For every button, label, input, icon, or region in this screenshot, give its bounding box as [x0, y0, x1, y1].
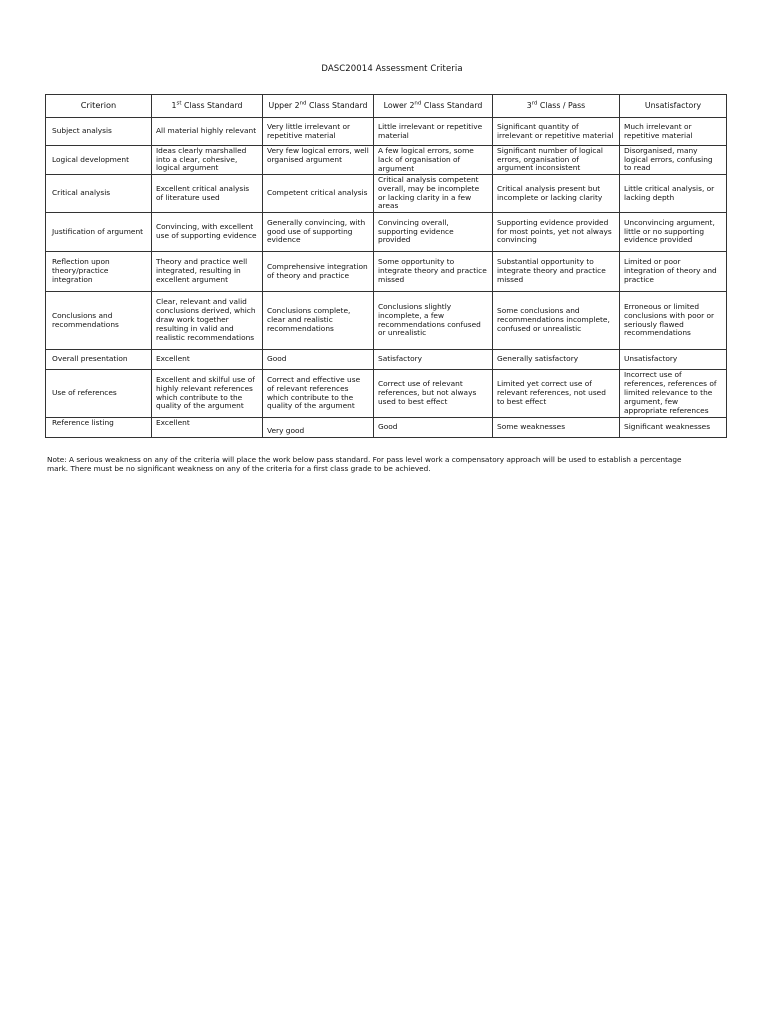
table-row [46, 146, 727, 175]
lower-second-cell: Some opportunity to integrate theory and practice missed [374, 252, 493, 292]
unsatisfactory-cell: Much irrelevant or repetitive material [620, 118, 727, 146]
unsatisfactory-cell: Incorrect use of references, references of limited relevance to the argument, few appropriate references [620, 370, 727, 418]
upper-second-cell: Conclusions complete, clear and realistic recommendations [263, 292, 374, 350]
unsatisfactory-cell: Significant weaknesses [620, 418, 727, 438]
unsatisfactory-cell: Limited or poor integration of theory and practice [620, 252, 727, 292]
first-class-cell: Excellent [152, 350, 263, 370]
third-class-cell: Critical analysis present but incomplete or lacking clarity [493, 175, 620, 213]
third-class-cell: Generally satisfactory [493, 350, 620, 370]
lower-second-cell: Correct use of relevant references, but not always used to best effect [374, 370, 493, 418]
lower-second-cell: Conclusions slightly incomplete, a few recommendations confused or unrealistic [374, 292, 493, 350]
third-class-cell: Some weaknesses [493, 418, 620, 438]
upper-second-cell: Very good [263, 418, 374, 438]
header-third-class: 3rd Class / Pass [493, 95, 620, 118]
lower-second-cell: Critical analysis competent overall, may be incomplete or lacking clarity in a few areas [374, 175, 493, 213]
page-title: DASC20014 Assessment Criteria [321, 64, 463, 74]
third-class-cell: Some conclusions and recommendations incomplete, confused or unrealistic [493, 292, 620, 350]
upper-second-cell: Good [263, 350, 374, 370]
table-row [46, 418, 727, 438]
criterion-cell: Justification of argument [46, 213, 152, 252]
unsatisfactory-cell: Unconvincing argument, little or no supporting evidence provided [620, 213, 727, 252]
upper-second-cell: Correct and effective use of relevant references which contribute to the quality of the argument [263, 370, 374, 418]
table-row [46, 213, 727, 252]
criterion-cell: Subject analysis [46, 118, 152, 146]
table-row [46, 292, 727, 350]
header-lower-second: Lower 2nd Class Standard [374, 95, 493, 118]
table-row [46, 175, 727, 213]
lower-second-cell: A few logical errors, some lack of organisation of argument [374, 146, 493, 175]
header-unsatisfactory: Unsatisfactory [620, 95, 727, 118]
first-class-cell: Convincing, with excellent use of supporting evidence [152, 213, 263, 252]
table-row [46, 370, 727, 418]
first-class-cell: Excellent [152, 418, 263, 438]
lower-second-cell: Convincing overall, supporting evidence provided [374, 213, 493, 252]
lower-second-cell: Good [374, 418, 493, 438]
first-class-cell: Excellent critical analysis of literature used [152, 175, 263, 213]
footnote: Note: A serious weakness on any of the criteria will place the work below pass standard. For pass level work a compensatory approach will be used to establish a percentage mark. There must be no significant weakness on any of the criteria for a first class grade to be achieved. [47, 455, 682, 474]
criterion-cell: Use of references [46, 370, 152, 418]
table-row [46, 118, 727, 146]
lower-second-cell: Satisfactory [374, 350, 493, 370]
third-class-cell: Limited yet correct use of relevant references, not used to best effect [493, 370, 620, 418]
criterion-cell: Reference listing [46, 418, 152, 438]
upper-second-cell: Very little irrelevant or repetitive material [263, 118, 374, 146]
upper-second-cell: Competent critical analysis [263, 175, 374, 213]
table-row [46, 252, 727, 292]
header-first-class: 1st Class Standard [152, 95, 263, 118]
third-class-cell: Supporting evidence provided for most points, yet not always convincing [493, 213, 620, 252]
unsatisfactory-cell: Little critical analysis, or lacking depth [620, 175, 727, 213]
first-class-cell: Theory and practice well integrated, resulting in excellent argument [152, 252, 263, 292]
table-header-row [46, 95, 727, 118]
upper-second-cell: Generally convincing, with good use of supporting evidence [263, 213, 374, 252]
unsatisfactory-cell: Erroneous or limited conclusions with poor or seriously flawed recommendations [620, 292, 727, 350]
first-class-cell: Excellent and skilful use of highly relevant references which contribute to the quality of the argument [152, 370, 263, 418]
criterion-cell: Logical development [46, 146, 152, 175]
first-class-cell: All material highly relevant [152, 118, 263, 146]
first-class-cell: Ideas clearly marshalled into a clear, cohesive, logical argument [152, 146, 263, 175]
unsatisfactory-cell: Disorganised, many logical errors, confusing to read [620, 146, 727, 175]
third-class-cell: Significant quantity of irrelevant or repetitive material [493, 118, 620, 146]
header-upper-second: Upper 2nd Class Standard [263, 95, 374, 118]
criterion-cell: Critical analysis [46, 175, 152, 213]
criterion-cell: Conclusions and recommendations [46, 292, 152, 350]
first-class-cell: Clear, relevant and valid conclusions derived, which draw work together resulting in valid and realistic recommendations [152, 292, 263, 350]
assessment-criteria-table [45, 94, 727, 438]
criterion-cell: Reflection upon theory/practice integration [46, 252, 152, 292]
criterion-cell: Overall presentation [46, 350, 152, 370]
table-row [46, 350, 727, 370]
unsatisfactory-cell: Unsatisfactory [620, 350, 727, 370]
header-criterion: Criterion [46, 95, 152, 118]
third-class-cell: Substantial opportunity to integrate theory and practice missed [493, 252, 620, 292]
upper-second-cell: Very few logical errors, well organised argument [263, 146, 374, 175]
third-class-cell: Significant number of logical errors, organisation of argument inconsistent [493, 146, 620, 175]
lower-second-cell: Little irrelevant or repetitive material [374, 118, 493, 146]
upper-second-cell: Comprehensive integration of theory and practice [263, 252, 374, 292]
